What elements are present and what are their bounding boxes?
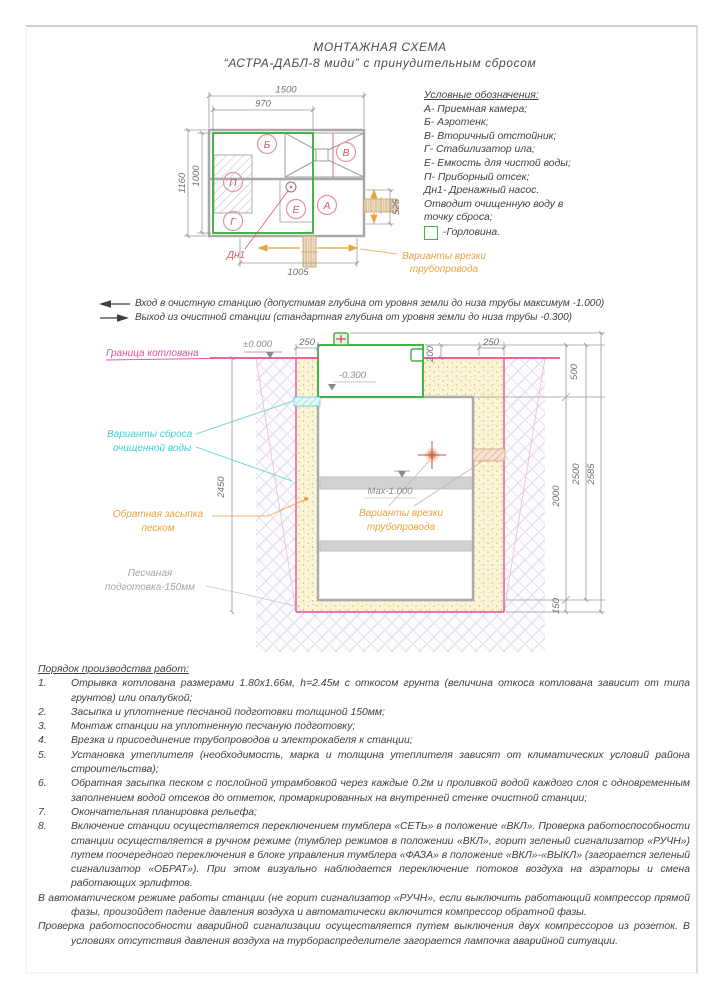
sec-dim-2000: 2000 [551, 485, 562, 507]
legend-item: Е- Емкость для чистой воды; [424, 157, 571, 169]
plan-vrezka-label-1: Варианты врезки [401, 251, 487, 262]
sec-dim-2500: 2500 [571, 463, 582, 485]
inlet-variant-pipe [473, 449, 505, 461]
worklist-item: 5. Установка утеплителя (необходимость, марка и толщина утеплителя зависят от климатических условий района строительства); [38, 749, 690, 776]
plan-label-g: Г [230, 216, 236, 228]
legend-item: Дн1- Дренажный насос. [424, 185, 540, 197]
sec-label-sandprep-1: Песчаная [127, 568, 173, 579]
gorlovina-swatch [424, 226, 438, 240]
sec-dim-200: 200 [425, 346, 436, 362]
plan-label-e: Е [292, 204, 300, 216]
sec-label-vrezka-2: трубопровода [366, 522, 436, 533]
worklist-item: 4. Врезка и присоединение трубопроводов и электрокабеля к станции; [38, 735, 413, 747]
legend-item: Г- Стабилизатор ила; [424, 144, 535, 156]
worklist-item: 2. Засыпка и уплотнение песчаной подготовки толщиной 150мм; [38, 706, 385, 718]
arrow-out-icon [117, 314, 129, 322]
legend-item: Б- Аэротенк; [424, 117, 489, 129]
legend-item: В- Вторичный отстойник; [424, 130, 557, 142]
legend-item: П- Приборный отсек; [424, 171, 530, 183]
page-subtitle: “АСТРА-ДАБЛ-8 миди” с принудительным сбросом [223, 56, 537, 70]
sec-label-sandprep-2: подготовка-150мм [105, 582, 195, 593]
worklist [38, 663, 690, 949]
legend [424, 89, 571, 240]
sec-dim-150: 150 [551, 598, 562, 614]
tank-neck [318, 345, 423, 397]
legend-item: Отводит очищенную воду в [424, 198, 564, 210]
sec-dim-500: 500 [569, 364, 580, 380]
legend-item: точку сброса; [424, 212, 493, 224]
sec-level-max: Max-1.000 [367, 486, 413, 497]
sec-dim-250-left: 250 [299, 337, 315, 348]
plan-label-b: Б [263, 139, 271, 151]
plan-label-v: В [342, 147, 350, 159]
worklist-item: 3. Монтаж станции на уплотненную песчаную подготовку; [38, 721, 356, 733]
plan-dim-1005: 1005 [287, 267, 309, 278]
plan-dim-525: 525 [391, 199, 402, 215]
note-inlet: Вход в очистную станцию (допустимая глубина от уровня земли до низа трубы максимум -1.000) [135, 298, 605, 309]
sec-level-zero: ±0.000 [243, 339, 272, 350]
legend-gorlovina-label: -Горловина. [443, 227, 501, 239]
plan-dim-1000: 1000 [191, 165, 202, 187]
sec-level-minus300: -0.300 [339, 370, 366, 381]
page-title: МОНТАЖНАЯ СХЕМА [313, 40, 447, 54]
plan-label-p: П [229, 177, 237, 189]
note-outlet: Выход из очистной станции (стандартная глубина от уровня земли до низа трубы -0.300) [135, 312, 573, 323]
plan-label-dn1: Дн1 [226, 250, 246, 261]
plan-dim-970: 970 [255, 98, 271, 110]
soil-bottom [256, 612, 545, 652]
plan-dim-1160: 1160 [177, 172, 188, 194]
sec-label-pit-boundary: Граница котлована [106, 348, 199, 359]
sec-label-backfill-1: Обратная засыпка [112, 509, 204, 520]
worklist-title: Порядок производства работ: [38, 664, 189, 675]
legend-item: А- Приемная камера; [424, 103, 528, 115]
legend-gorlovina-row [424, 226, 571, 240]
plan-vrezka-label-2: трубопровода [409, 264, 479, 275]
sec-dim-2585: 2585 [586, 463, 597, 485]
plan-label-a: А [323, 200, 331, 212]
sec-label-discharge-1: Варианты сброса [107, 429, 193, 440]
plan-dim-1500: 1500 [275, 84, 297, 96]
worklist-item: 7. Окончательная планировка рельефа; [38, 806, 257, 818]
discharge-pipe [294, 397, 320, 406]
worklist-paragraph: В автоматическом режиме работы станции (не горит сигнализатор «РУЧН», если выключить работающий компрессор прямой фазы, произойдет падение давления воздуха и автоматически включится компрессор обратной фазы. [38, 892, 690, 919]
worklist-item: 8. Включение станции осуществляется переключением тумблера «СЕТЬ» в положение «ВКЛ». Проверка работоспособности станции осуществляется в ручном режиме (тумблер режимов в положении «ВКЛ», горит зеленый сигнализатор «РУЧН») путем поочередного переключения в блоке управления тумблера «ФАЗА» в положение «ВКЛ»-«ВЫКЛ» (загорается зеленый сигнализатор «ОБРАТ»). При этом визуально наблюдается переключение потоков воздуха на аэраторы и смена работающих эрлифтов. [38, 821, 690, 890]
plan-bottom-pipe [303, 236, 316, 267]
arrow-in-icon [99, 300, 111, 308]
sec-dim-2450: 2450 [216, 476, 227, 498]
cross-section [105, 333, 605, 652]
note-arrows [99, 300, 130, 322]
sec-label-backfill-2: песком [141, 523, 175, 534]
worklist-item: 1. Отрывка котлована размерами 1.80х1.66м, h=2.45м с откосом грунта (величина откоса котлована зависит от типа грунтов) или опалубкой; [38, 678, 690, 704]
legend-title: Условные обозначения: [424, 90, 539, 101]
sec-label-vrezka-1: Варианты врезки [358, 508, 444, 519]
worklist-paragraph: Проверка работоспособности аварийной сигнализации осуществляется путем выключения двух компрессоров из розеток. В условиях отсутствия давления воздуха на турбораспределителе загорается лампочка аварийной ситуации. [38, 921, 690, 947]
sec-dim-250-right: 250 [483, 337, 499, 348]
sec-label-discharge-2: очищенной воды [113, 443, 192, 454]
worklist-item: 6. Обратная засыпка песком с послойной утрамбовкой через каждые 0.2м и проливкой водой каждого слоя с одновременным заполнением водой отсеков до отметок, промаркированных на внутренней стенке очистной станции; [38, 778, 690, 804]
